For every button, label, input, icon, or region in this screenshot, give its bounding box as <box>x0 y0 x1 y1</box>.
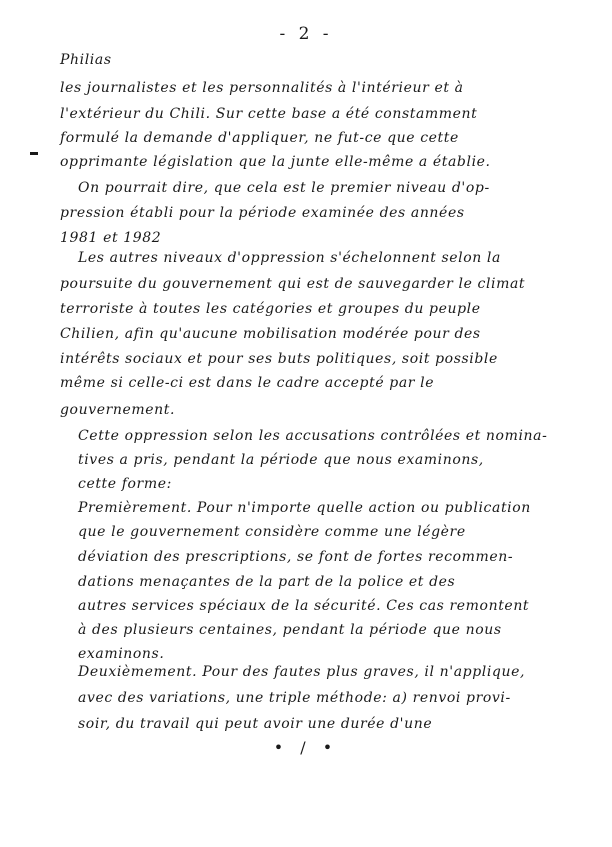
margin-mark <box>30 152 38 155</box>
text-line: autres services spéciaux de la sécurité. Ces cas remontent <box>78 598 530 614</box>
text-line: que le gouvernement considère comme une légère <box>78 524 466 540</box>
text-line: Cette oppression selon les accusations contrôlées et nomina- <box>78 428 548 444</box>
text-line: à des plusieurs centaines, pendant la période que nous <box>78 622 502 638</box>
text-line: les journalistes et les personnalités à l'intérieur et à <box>60 80 464 96</box>
text-line: Philias <box>60 52 112 68</box>
text-line: dations menaçantes de la part de la police et des <box>78 574 456 590</box>
text-line: déviation des prescriptions, se font de fortes recommen- <box>78 549 514 565</box>
text-line: tives a pris, pendant la période que nous examinons, <box>78 452 484 468</box>
text-line: même si celle-ci est dans le cadre accepté par le <box>60 375 435 391</box>
text-line: formulé la demande d'appliquer, ne fut-ce que cette <box>60 130 459 146</box>
text-line: Chilien, afin qu'aucune mobilisation modérée pour des <box>60 326 481 342</box>
text-line: avec des variations, une triple méthode: a) renvoi provi- <box>78 690 511 706</box>
text-line: l'extérieur du Chili. Sur cette base a été constamment <box>60 106 478 122</box>
text-line: terroriste à toutes les catégories et groupes du peuple <box>60 301 481 317</box>
text-line: Les autres niveaux d'oppression s'échelonnent selon la <box>78 250 501 266</box>
text-line: Deuxièmement. Pour des fautes plus graves, il n'applique, <box>78 664 526 680</box>
text-line: soir, du travail qui peut avoir une durée d'une <box>78 716 433 732</box>
text-line: On pourrait dire, que cela est le premier niveau d'op- <box>78 180 490 196</box>
text-line: poursuite du gouvernement qui est de sauvegarder le climat <box>60 276 526 292</box>
text-line: examinons. <box>78 646 165 662</box>
text-line: opprimante législation que la junte elle-même a établie. <box>60 154 491 170</box>
page-number: - 2 - <box>279 24 333 44</box>
text-line: gouvernement. <box>60 402 176 418</box>
text-line: Premièrement. Pour n'importe quelle action ou publication <box>78 500 531 516</box>
text-line: cette forme: <box>78 476 172 492</box>
text-line: intérêts sociaux et pour ses buts politiques, soit possible <box>60 351 498 367</box>
page-footer-mark: • / • <box>273 738 339 757</box>
text-line: 1981 et 1982 <box>60 230 162 246</box>
text-line: pression établi pour la période examinée des années <box>60 205 465 221</box>
